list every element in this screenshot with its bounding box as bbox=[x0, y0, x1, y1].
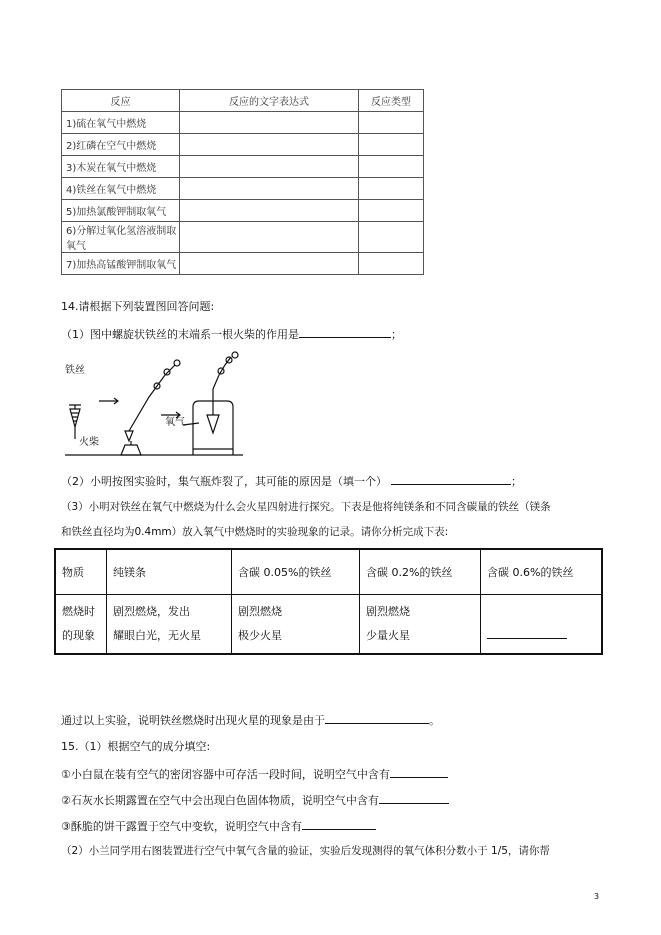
answer-cell[interactable] bbox=[180, 112, 359, 134]
question-text: ③酥脆的饼干露置于空气中变软，说明空气中含有 bbox=[61, 820, 302, 833]
label-iron-wire: 铁丝 bbox=[65, 365, 85, 376]
alcohol-lamp-icon bbox=[121, 445, 141, 455]
oxygen-pointer bbox=[183, 423, 199, 425]
iron-wire-apparatus-diagram bbox=[61, 345, 251, 465]
question-14-part3-line2: 和铁丝直径均为0.4mm）放入氧气中燃烧时的实验现象的记录。请你分析完成下表: bbox=[61, 526, 449, 538]
table-header: 含碳 0.2%的铁丝 bbox=[360, 549, 481, 595]
question-15-item2 bbox=[61, 791, 449, 808]
punctuation: 。 bbox=[429, 714, 440, 727]
table-header: 反应 bbox=[62, 90, 180, 112]
question-14-title: 14.请根据下列装置图回答问题: bbox=[61, 300, 215, 313]
answer-blank[interactable] bbox=[379, 791, 449, 804]
answer-blank[interactable] bbox=[325, 711, 429, 724]
page-number: 3 bbox=[594, 892, 600, 901]
tong-handle bbox=[232, 352, 238, 358]
table-cell: 6)分解过氧化氢溶液制取氧气 bbox=[62, 222, 180, 253]
tongs-icon bbox=[213, 357, 231, 389]
table-cell bbox=[360, 595, 481, 655]
question-14-part1 bbox=[61, 325, 402, 342]
table-header: 反应类型 bbox=[359, 90, 424, 112]
wire-spiral-icon bbox=[69, 405, 81, 409]
answer-blank[interactable] bbox=[391, 472, 511, 485]
table-header: 含碳 0.6%的铁丝 bbox=[481, 549, 603, 595]
question-14-conclusion bbox=[61, 711, 440, 728]
question-15-part2: （2）小兰同学用右图装置进行空气中氧气含量的验证，实验后发现测得的氧气体积分数小于 1/5，请你帮 bbox=[61, 845, 550, 857]
row-label-line: 燃烧时 bbox=[62, 605, 95, 618]
table-cell bbox=[232, 595, 360, 655]
combustion-table bbox=[54, 548, 603, 655]
cell-line: 耀眼白光，无火星 bbox=[113, 629, 201, 642]
spiral-cone-icon bbox=[125, 431, 133, 441]
label-match: 火柴 bbox=[79, 437, 99, 448]
cell-line: 少量火星 bbox=[366, 629, 410, 642]
table-header: 物质 bbox=[55, 549, 107, 595]
answer-blank[interactable] bbox=[302, 817, 376, 830]
table-cell: 7)加热高锰酸钾制取氧气 bbox=[62, 253, 180, 275]
question-14-part2 bbox=[61, 472, 522, 489]
table-header: 反应的文字表达式 bbox=[180, 90, 359, 112]
answer-blank[interactable] bbox=[487, 626, 567, 639]
spiral-turns bbox=[71, 413, 79, 421]
cell-line: 剧烈燃烧 bbox=[366, 605, 410, 618]
table-cell bbox=[107, 595, 232, 655]
question-text: ①小白鼠在装有空气的密闭容器中可存活一段时间，说明空气中含有 bbox=[61, 768, 390, 781]
answer-blank[interactable] bbox=[390, 765, 448, 778]
cell-line: 剧烈燃烧，发出 bbox=[113, 605, 190, 618]
tong-handle bbox=[174, 360, 180, 366]
cell-line: 极少火星 bbox=[238, 629, 282, 642]
question-text: 通过以上实验，说明铁丝燃烧时出现火星的现象是由于 bbox=[61, 714, 325, 727]
table-header: 纯镁条 bbox=[107, 549, 232, 595]
tong-joint bbox=[164, 369, 170, 375]
question-text: （2）小明按图实验时，集气瓶炸裂了，其可能的原因是（填一个） bbox=[61, 475, 387, 488]
answer-cell[interactable] bbox=[359, 222, 424, 253]
table-cell: 5)加热氯酸钾制取氧气 bbox=[62, 200, 180, 222]
question-text: ②石灰水长期露置在空气中会出现白色固体物质，说明空气中含有 bbox=[61, 794, 379, 807]
table-cell: 3)木炭在氧气中燃烧 bbox=[62, 156, 180, 178]
row-label-line: 的现象 bbox=[62, 629, 95, 642]
answer-cell[interactable] bbox=[180, 156, 359, 178]
answer-cell[interactable] bbox=[180, 253, 359, 275]
question-15-title: 15.（1）根据空气的成分填空: bbox=[61, 740, 211, 753]
answer-cell[interactable] bbox=[359, 253, 424, 275]
table-cell: 2)红磷在空气中燃烧 bbox=[62, 134, 180, 156]
spiral-cone-icon bbox=[70, 409, 80, 427]
table-cell: 4)铁丝在氧气中燃烧 bbox=[62, 178, 180, 200]
table-cell: 1)硫在氧气中燃烧 bbox=[62, 112, 180, 134]
answer-cell[interactable] bbox=[359, 112, 424, 134]
cell-line: 剧烈燃烧 bbox=[238, 605, 282, 618]
punctuation: ； bbox=[391, 328, 402, 341]
answer-cell[interactable] bbox=[481, 595, 603, 655]
answer-cell[interactable] bbox=[359, 134, 424, 156]
punctuation: ； bbox=[511, 475, 522, 488]
answer-cell[interactable] bbox=[180, 178, 359, 200]
answer-cell[interactable] bbox=[359, 178, 424, 200]
answer-cell[interactable] bbox=[359, 200, 424, 222]
question-14-part3-line1: （3）小明对铁丝在氧气中燃烧为什么会火星四射进行探究。下表是他将纯镁条和不同含碳量的铁丝（镁条 bbox=[61, 501, 551, 513]
question-15-item1 bbox=[61, 765, 448, 782]
question-text: （1）图中螺旋状铁丝的末端系一根火柴的作用是 bbox=[61, 328, 299, 341]
answer-cell[interactable] bbox=[180, 134, 359, 156]
label-oxygen: 氧气 bbox=[165, 417, 185, 428]
answer-cell[interactable] bbox=[359, 156, 424, 178]
answer-blank[interactable] bbox=[299, 325, 391, 338]
question-15-item3 bbox=[61, 817, 376, 834]
spiral-cone-icon bbox=[207, 415, 219, 433]
answer-cell[interactable] bbox=[180, 222, 359, 253]
answer-cell[interactable] bbox=[180, 200, 359, 222]
row-label bbox=[55, 595, 107, 655]
reaction-table bbox=[61, 89, 424, 275]
table-header: 含碳 0.05%的铁丝 bbox=[232, 549, 360, 595]
